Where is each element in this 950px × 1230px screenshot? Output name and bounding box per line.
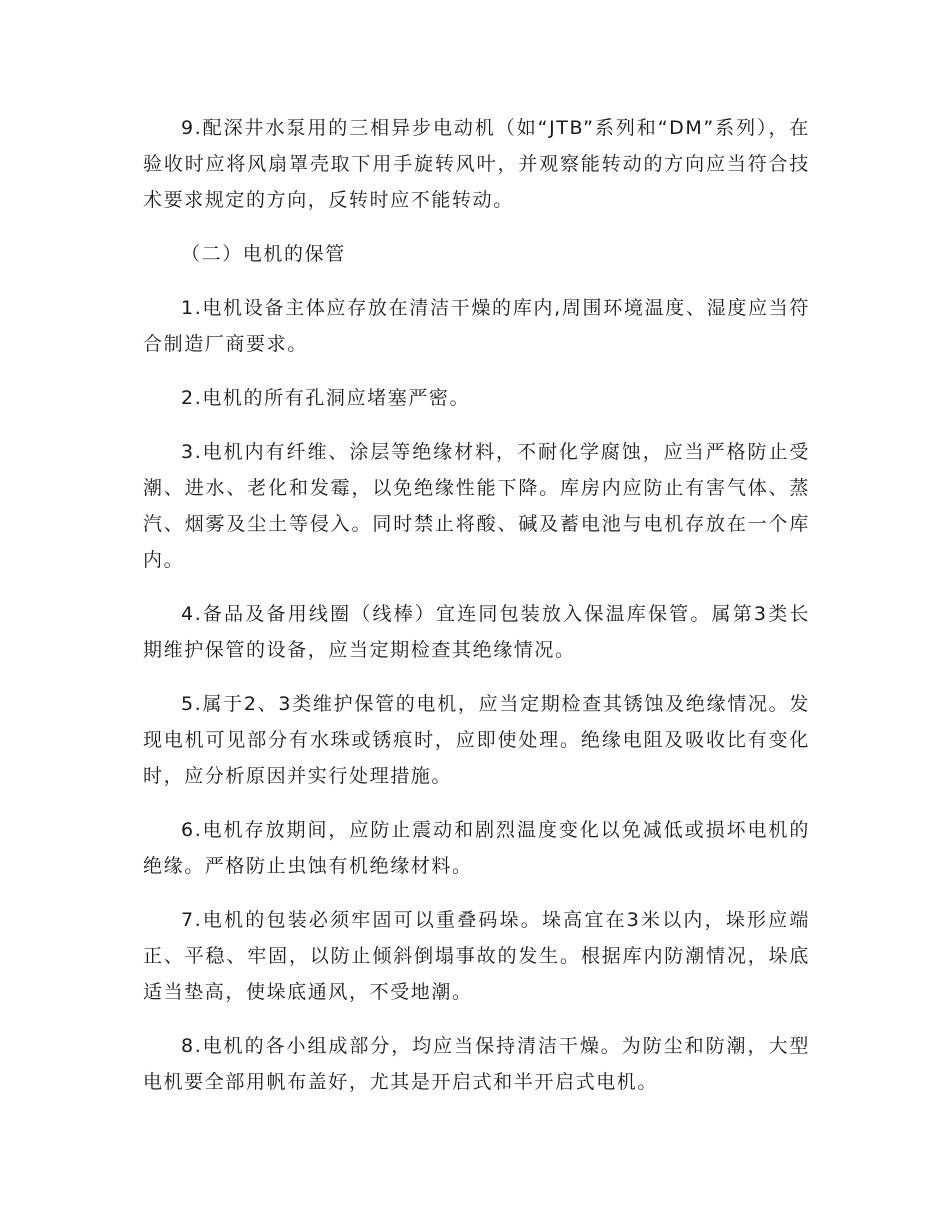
paragraph-item-3: 3.电机内有纤维、涂层等绝缘材料，不耐化学腐蚀，应当严格防止受潮、进水、老化和发霉，以免绝缘性能下降。库房内应防止有害气体、蒸汽、烟雾及尘土等侵入。同时禁止将酸、碱及蓄电池与电机存放在一个库内。 xyxy=(143,441,810,571)
paragraph-item-8: 8.电机的各小组成部分，均应当保持清洁干燥。为防尘和防潮，大型电机要全部用帆布盖好，尤其是开启式和半开启式电机。 xyxy=(143,1035,810,1093)
paragraph-item-2: 2.电机的所有孔洞应堵塞严密。 xyxy=(181,387,471,409)
paragraph-item-6: 6.电机存放期间，应防止震动和剧烈温度变化以免减低或损坏电机的绝缘。严格防止虫蚀有机绝缘材料。 xyxy=(143,819,810,877)
paragraph-item-1: 1.电机设备主体应存放在清洁干燥的库内,周围环境温度、湿度应当符合制造厂商要求。 xyxy=(143,297,810,355)
section-heading: （二）电机的保管 xyxy=(181,243,346,265)
paragraph-item-5: 5.属于2、3类维护保管的电机，应当定期检查其锈蚀及绝缘情况。发现电机可见部分有水珠或锈痕时，应即使处理。绝缘电阻及吸收比有变化时，应分析原因并实行处理措施。 xyxy=(143,693,810,787)
paragraph-item-7: 7.电机的包装必须牢固可以重叠码垛。垛高宜在3米以内，垛形应端正、平稳、牢固，以防止倾斜倒塌事故的发生。根据库内防潮情况，垛底适当垫高，使垛底通风，不受地潮。 xyxy=(143,909,810,1003)
paragraph-9: 9.配深井水泵用的三相异步电动机（如“JTB”系列和“DM”系列），在验收时应将风扇罩壳取下用手旋转风叶，并观察能转动的方向应当符合技术要求规定的方向，反转时应不能转动。 xyxy=(143,117,810,211)
paragraph-item-4: 4.备品及备用线圈（线棒）宜连同包装放入保温库保管。属第3类长期维护保管的设备，应当定期检查其绝缘情况。 xyxy=(143,603,810,661)
